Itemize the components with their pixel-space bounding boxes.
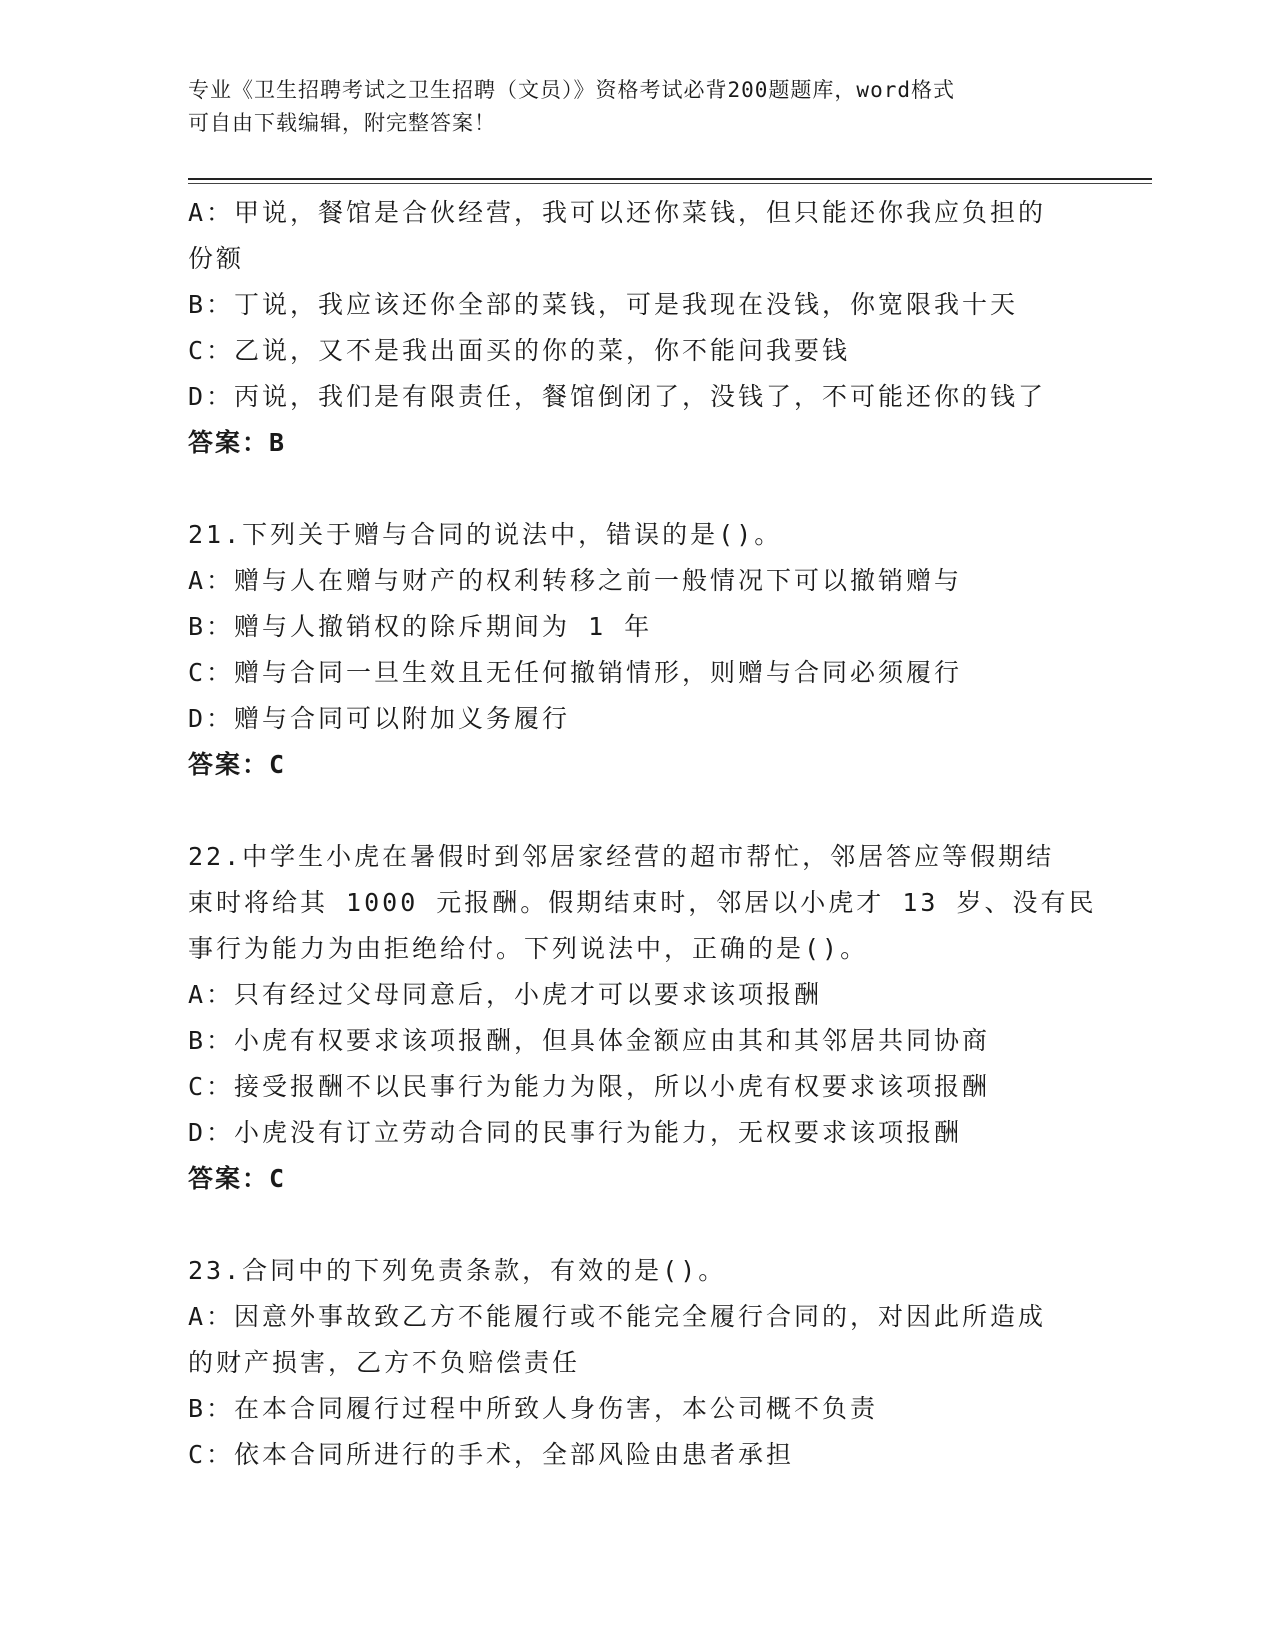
question-stem-line-1: 22.中学生小虎在暑假时到邻居家经营的超市帮忙，邻居答应等假期结	[188, 842, 1055, 871]
header-title-line-2: 可自由下载编辑，附完整答案！	[188, 111, 496, 135]
header-title-line-1: 专业《卫生招聘考试之卫生招聘（文员）》资格考试必背200题题库，word格式	[188, 78, 955, 102]
option-d: D：赠与合同可以附加义务履行	[188, 704, 571, 733]
option-c: C：乙说，又不是我出面买的你的菜，你不能问我要钱	[188, 336, 851, 365]
spacer	[188, 466, 1088, 512]
question-stem: 23.合同中的下列免责条款，有效的是()。	[188, 1256, 727, 1285]
option-b: B：赠与人撤销权的除斥期间为 1 年	[188, 612, 653, 641]
question-stem: 21.下列关于赠与合同的说法中，错误的是()。	[188, 520, 783, 549]
question-23	[188, 1248, 1088, 1478]
option-b: B：小虎有权要求该项报酬，但具体金额应由其和其邻居共同协商	[188, 1026, 991, 1055]
option-d: D：丙说，我们是有限责任，餐馆倒闭了，没钱了，不可能还你的钱了	[188, 382, 1047, 411]
spacer	[188, 1202, 1088, 1248]
answer: 答案：C	[188, 750, 287, 779]
question-22	[188, 834, 1097, 1202]
question-stem-line-2: 束时将给其 1000 元报酬。假期结束时，邻居以小虎才 13 岁、没有民	[188, 888, 1097, 917]
option-b: B：在本合同履行过程中所致人身伤害，本公司概不负责	[188, 1394, 879, 1423]
option-d: D：小虎没有订立劳动合同的民事行为能力，无权要求该项报酬	[188, 1118, 963, 1147]
header-divider-thick	[188, 178, 1152, 180]
header-divider-thin	[188, 183, 1152, 184]
option-a-line-1: A：甲说，餐馆是合伙经营，我可以还你菜钱，但只能还你我应负担的	[188, 198, 1047, 227]
question-stem-line-3: 事行为能力为由拒绝给付。下列说法中，正确的是()。	[188, 934, 869, 963]
question-list	[188, 190, 1097, 1478]
question-20	[188, 190, 1088, 466]
option-b: B：丁说，我应该还你全部的菜钱，可是我现在没钱，你宽限我十天	[188, 290, 1019, 319]
option-a: A：只有经过父母同意后，小虎才可以要求该项报酬	[188, 980, 823, 1009]
document-header	[188, 74, 1048, 140]
option-a-line-2: 的财产损害，乙方不负赔偿责任	[188, 1348, 581, 1377]
option-c: C：依本合同所进行的手术，全部风险由患者承担	[188, 1440, 795, 1469]
spacer	[188, 788, 1088, 834]
question-21	[188, 512, 1088, 788]
option-c: C：赠与合同一旦生效且无任何撤销情形，则赠与合同必须履行	[188, 658, 963, 687]
option-c: C：接受报酬不以民事行为能力为限，所以小虎有权要求该项报酬	[188, 1072, 991, 1101]
option-a-line-1: A：因意外事故致乙方不能履行或不能完全履行合同的，对因此所造成	[188, 1302, 1047, 1331]
option-a-line-2: 份额	[188, 244, 245, 273]
option-a: A：赠与人在赠与财产的权利转移之前一般情况下可以撤销赠与	[188, 566, 963, 595]
answer: 答案：C	[188, 1164, 287, 1193]
answer: 答案：B	[188, 428, 287, 457]
